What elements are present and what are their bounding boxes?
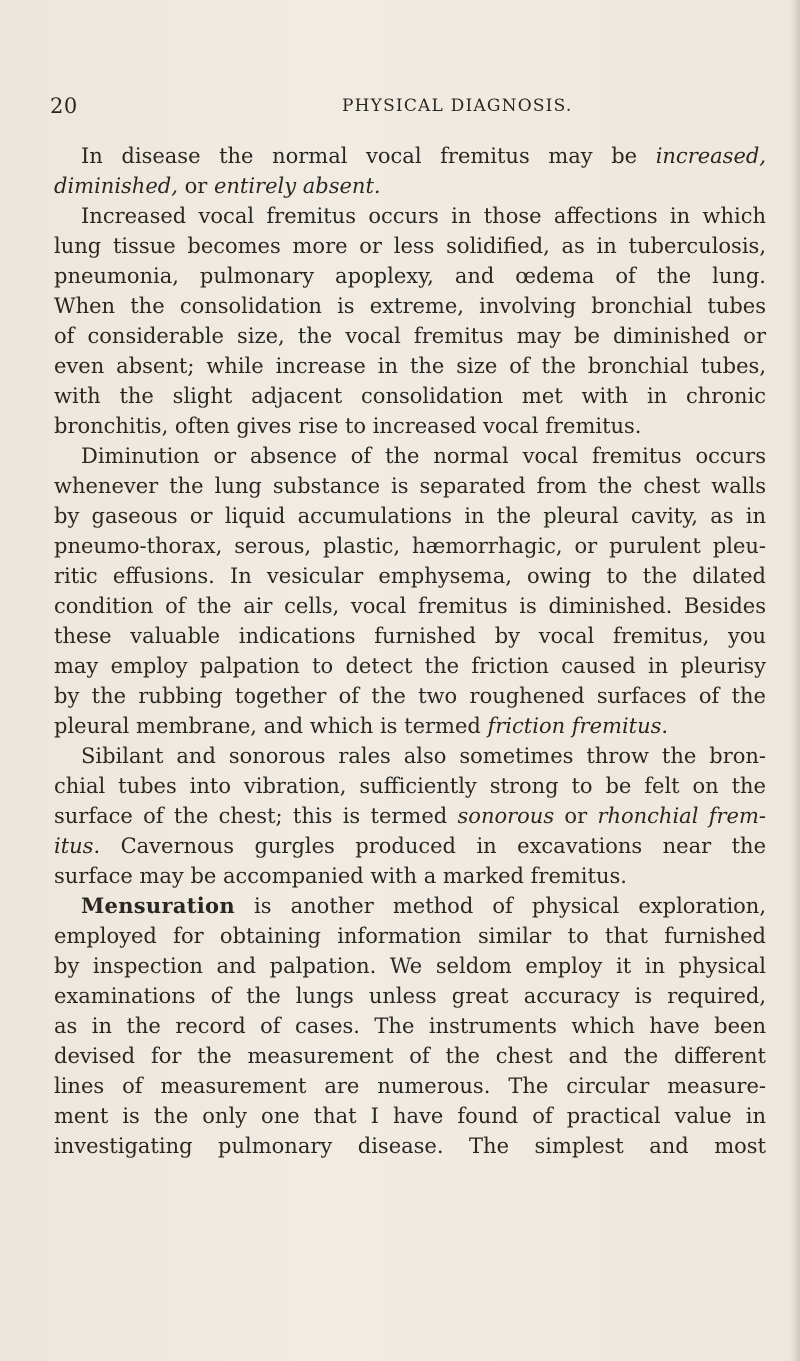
text-segment: or — [177, 174, 214, 198]
text-line — [54, 801, 766, 831]
page-header — [50, 94, 770, 124]
italic-term: sonorous — [457, 804, 555, 828]
text-segment: by gaseous or liquid accumulations in the pleural cavity, as in — [54, 504, 766, 528]
text-segment: is another method of physical exploration, — [234, 894, 766, 918]
text-segment: When the consolidation is extreme, involving bronchial tubes — [54, 294, 766, 318]
text-line — [54, 621, 766, 651]
text-line — [54, 711, 766, 741]
text-segment: ment is the only one that I have found of practical value in — [54, 1104, 766, 1128]
text-segment: these valuable indications furnished by vocal fremitus, you — [54, 624, 766, 648]
text-segment: ritic effusions. In vesicular emphysema, owing to the dilated — [54, 564, 766, 588]
text-segment: of considerable size, the vocal fremitus may be diminished or — [54, 324, 766, 348]
text-line — [54, 411, 766, 441]
text-segment: lung tissue becomes more or less solidified, as in tuberculosis, — [54, 234, 766, 258]
italic-term: increased, — [655, 144, 766, 168]
text-line — [54, 1101, 766, 1131]
text-line — [54, 591, 766, 621]
italic-term: friction fremitus. — [487, 714, 669, 738]
text-segment: surface may be accompanied with a marked fremitus. — [54, 864, 627, 888]
text-segment: or — [554, 804, 598, 828]
text-segment: chial tubes into vibration, sufficiently strong to be felt on the — [54, 774, 766, 798]
text-segment: whenever the lung substance is separated from the chest walls — [54, 474, 766, 498]
text-line — [54, 141, 766, 171]
text-segment: by inspection and palpation. We seldom employ it in physical — [54, 954, 766, 978]
text-segment: Diminution or absence of the normal vocal fremitus occurs — [81, 444, 766, 468]
text-segment: In disease the normal vocal fremitus may be — [81, 144, 656, 168]
text-segment: Cavernous gurgles produced in excavations near the — [100, 834, 766, 858]
italic-term: entirely absent. — [213, 174, 381, 198]
text-segment: may employ palpation to detect the friction caused in pleurisy — [54, 654, 766, 678]
text-segment: pneumonia, pulmonary apoplexy, and œdema of the lung. — [54, 264, 766, 288]
text-line — [54, 1131, 766, 1161]
italic-term: rhonchial frem- — [597, 804, 766, 828]
text-line — [54, 891, 766, 921]
text-line — [54, 471, 766, 501]
page-number: 20 — [50, 94, 78, 118]
text-segment: Increased vocal fremitus occurs in those affections in which — [81, 204, 766, 228]
text-line — [54, 531, 766, 561]
text-line — [54, 381, 766, 411]
text-line — [54, 561, 766, 591]
text-line — [54, 951, 766, 981]
text-segment: devised for the measurement of the chest and the different — [54, 1044, 766, 1068]
text-segment: examinations of the lungs unless great accuracy is required, — [54, 984, 766, 1008]
text-line — [54, 921, 766, 951]
text-segment: pneumo-thorax, serous, plastic, hæmorrhagic, or purulent pleu- — [54, 534, 766, 558]
text-line — [54, 1011, 766, 1041]
text-line — [54, 501, 766, 531]
text-line — [54, 741, 766, 771]
section-term: Mensuration — [81, 893, 235, 918]
text-line — [54, 321, 766, 351]
text-line — [54, 351, 766, 381]
text-line — [54, 171, 766, 201]
text-segment: with the slight adjacent consolidation met with in chronic — [54, 384, 766, 408]
page-edge-shadow — [790, 0, 800, 1361]
text-line — [54, 831, 766, 861]
text-line — [54, 981, 766, 1011]
text-segment: Sibilant and sonorous rales also sometimes throw the bron- — [81, 744, 766, 768]
italic-term: diminished, — [54, 174, 178, 198]
text-line — [54, 201, 766, 231]
text-segment: surface of the chest; this is termed — [54, 804, 458, 828]
text-segment: bronchitis, often gives rise to increased vocal fremitus. — [54, 414, 642, 438]
text-line — [54, 231, 766, 261]
text-segment: even absent; while increase in the size of the bronchial tubes, — [54, 354, 766, 378]
text-segment: by the rubbing together of the two roughened surfaces of the — [54, 684, 766, 708]
running-head: PHYSICAL DIAGNOSIS. — [342, 96, 573, 116]
text-line — [54, 261, 766, 291]
text-segment: investigating pulmonary disease. The simplest and most — [54, 1134, 766, 1158]
text-segment: pleural membrane, and which is termed — [54, 714, 488, 738]
text-segment: condition of the air cells, vocal fremitus is diminished. Besides — [54, 594, 766, 618]
italic-term: itus. — [54, 834, 101, 858]
text-line — [54, 1071, 766, 1101]
text-line — [54, 861, 766, 891]
body-text — [54, 141, 766, 1161]
text-line — [54, 441, 766, 471]
text-line — [54, 681, 766, 711]
text-segment: employed for obtaining information similar to that furnished — [54, 924, 766, 948]
text-line — [54, 771, 766, 801]
text-segment: as in the record of cases. The instruments which have been — [54, 1014, 766, 1038]
text-line — [54, 651, 766, 681]
text-segment: lines of measurement are numerous. The circular measure- — [54, 1074, 766, 1098]
text-line — [54, 291, 766, 321]
text-line — [54, 1041, 766, 1071]
